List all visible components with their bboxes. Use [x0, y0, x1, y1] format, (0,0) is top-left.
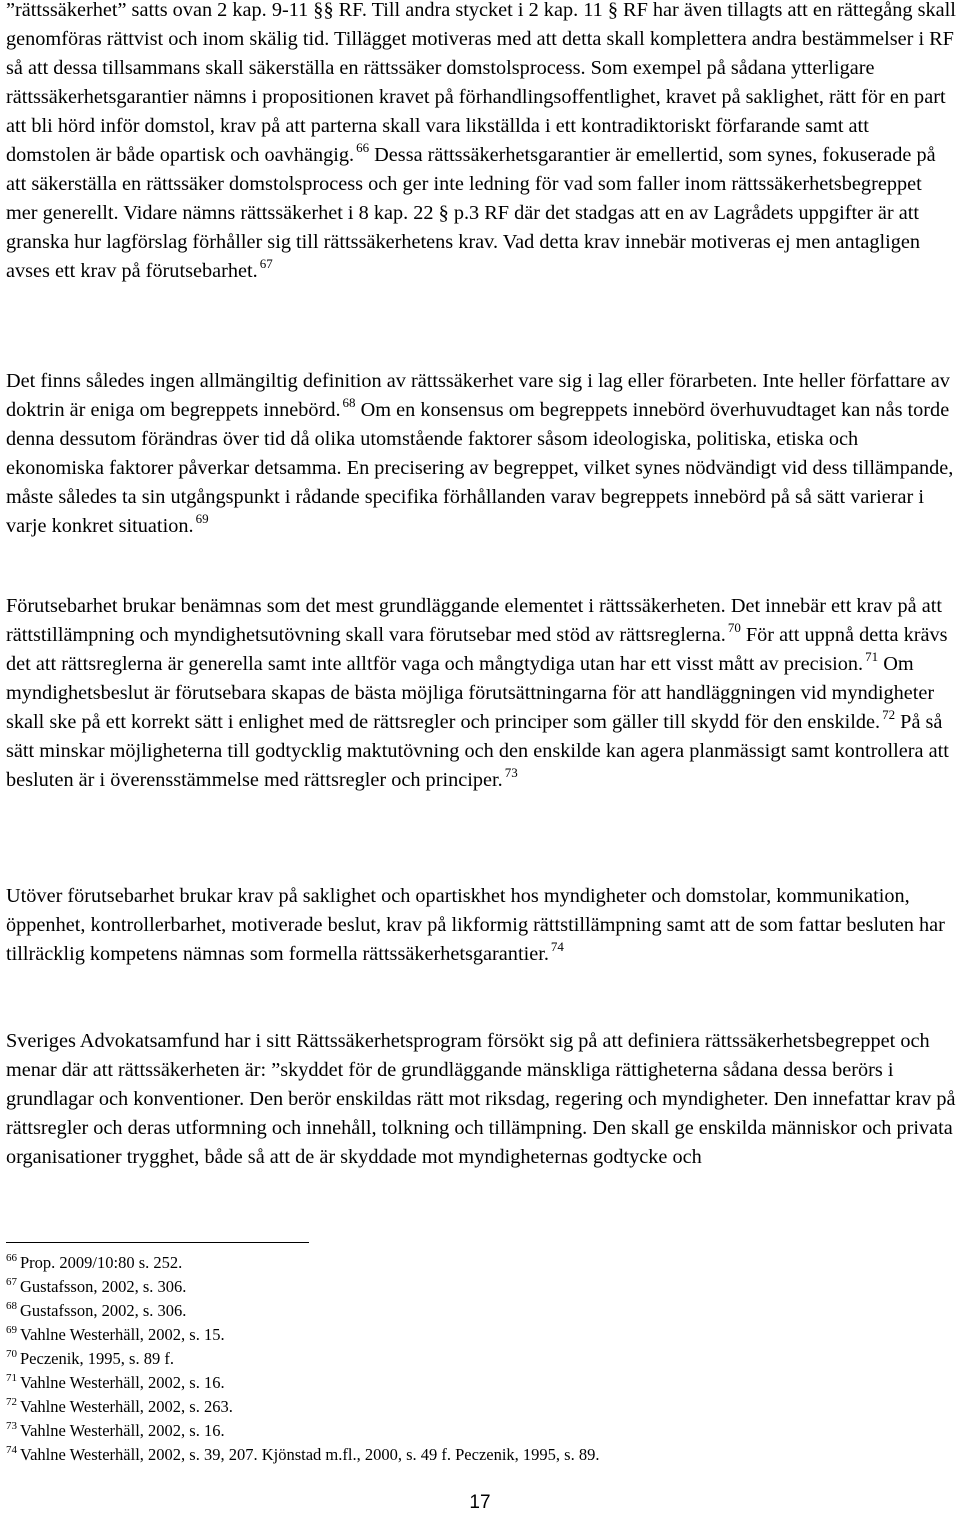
footnote-text: Vahlne Westerhäll, 2002, s. 39, 207. Kjönstad m.fl., 2000, s. 49 f. Peczenik, 1995, s. 89.	[20, 1445, 600, 1464]
footnote-reference[interactable]: 70	[727, 620, 741, 635]
footnote	[6, 1443, 599, 1467]
footnote-text: Vahlne Westerhäll, 2002, s. 15.	[20, 1325, 225, 1344]
footnote	[6, 1419, 599, 1443]
footnote-text: Vahlne Westerhäll, 2002, s. 16.	[20, 1421, 225, 1440]
text-segment: Det finns således ingen allmängiltig definition av rättssäkerhet vare sig i lag eller förarbeten. Inte heller författare av doktrin är eniga om begreppets innebörd.	[6, 370, 950, 421]
text-segment: Sveriges Advokatsamfund har i sitt Rättssäkerhetsprogram försökt sig på att definiera rättssäkerhetsbegreppet och menar där att rättssäkerheten är: ”skyddet för de grundläggande mänskliga rättigheterna sådana dessa berörs i grundlagar och konventioner. Den berör enskildas rätt mot riksdag, regering och myndigheter. Den innefattar krav på rättsregler och deras utformning och innehåll, tolkning och tillämpning. Den skall ge enskilda människor och privata organisationer trygghet, både så att de är skyddade mot myndigheternas godtycke och	[6, 1030, 956, 1168]
footnote-text: Vahlne Westerhäll, 2002, s. 263.	[20, 1397, 233, 1416]
footnote-text: Peczenik, 1995, s. 89 f.	[20, 1349, 174, 1368]
footnote-reference[interactable]: 67	[259, 256, 273, 271]
footnote-number: 72	[6, 1396, 17, 1408]
footnote-text: Gustafsson, 2002, s. 306.	[20, 1301, 187, 1320]
footnote-number: 69	[6, 1324, 17, 1336]
footnote-reference[interactable]: 73	[504, 765, 518, 780]
footnote-reference[interactable]: 71	[865, 649, 879, 664]
footnote-number: 74	[6, 1444, 17, 1456]
paragraph	[6, 1027, 958, 1172]
footnote	[6, 1275, 599, 1299]
text-segment: Dessa rättssäkerhetsgarantier är emellertid, som synes, fokuserade på att säkerställa en rättssäker domstolsprocess och ger inte ledning för vad som faller inom rättssäkerhetsbegreppet mer generellt. Vidare nämns rättssäkerhet i 8 kap. 22 § p.3 RF där det stadgas att en av Lagrådets uppgifter är att granska hur lagförslag förhåller sig till rättssäkerhetens krav. Vad detta krav innebär motiveras ej men antagligen avses ett krav på förutsebarhet.	[6, 144, 936, 282]
text-segment: Utöver förutsebarhet brukar krav på saklighet och opartiskhet hos myndigheter och domstolar, kommunikation, öppenhet, kontrollerbarhet, motiverade beslut, krav på likformig rättstillämpning samt att de som fattar besluten har tillräcklig kompetens nämnas som formella rättssäkerhetsgarantier.	[6, 885, 945, 965]
text-segment: Om en konsensus om begreppets innebörd överhuvudtaget kan nås torde denna dessutom förändras över tid då olika utomstående faktorer såsom ideologiska, politiska, etiska och ekonomiska faktorer påverkar detsamma. En precisering av begreppet, vilket synes nödvändigt vid dess tillämpande, måste således ta sin utgångspunkt i rådande specifika förhållanden varav begreppets innebörd på så sätt varierar i varje konkret situation.	[6, 399, 954, 537]
text-segment: Förutsebarhet brukar benämnas som det mest grundläggande elementet i rättssäkerheten. Det innebär ett krav på att rättstillämpning och myndighetsutövning skall vara förutsebar med stöd av rättsreglerna.	[6, 595, 942, 646]
footnote	[6, 1371, 599, 1395]
footnote-number: 70	[6, 1348, 17, 1360]
footnote	[6, 1251, 599, 1275]
footnote	[6, 1323, 599, 1347]
paragraph	[6, 592, 958, 795]
footnote-number: 66	[6, 1252, 17, 1264]
page-number: 17	[469, 1492, 491, 1513]
footnote-reference[interactable]: 69	[195, 511, 209, 526]
footnote-number: 68	[6, 1300, 17, 1312]
footnote	[6, 1347, 599, 1371]
footnote-reference[interactable]: 68	[342, 395, 356, 410]
text-segment: Om myndighetsbeslut är förutsebara skapas de bästa möjliga förutsättningarna för att handläggningen vid myndigheter skall ske på ett korrekt sätt i enlighet med de rättsregler och principer som gäller till skydd för den enskilde.	[6, 653, 935, 733]
paragraph	[6, 367, 958, 541]
footnote-text: Vahlne Westerhäll, 2002, s. 16.	[20, 1373, 225, 1392]
footnote-number: 71	[6, 1372, 17, 1384]
footnote-number: 73	[6, 1420, 17, 1432]
paragraph	[6, 0, 958, 286]
footnote-reference[interactable]: 72	[882, 707, 896, 722]
footnote-text: Gustafsson, 2002, s. 306.	[20, 1277, 187, 1296]
footnote-number: 67	[6, 1276, 17, 1288]
footnote-list	[6, 1251, 599, 1467]
text-segment: För att uppnå detta krävs det att rättsreglerna är generella samt inte alltför vaga och mångtydiga utan har ett visst mått av precision.	[6, 624, 948, 675]
footnote	[6, 1395, 599, 1419]
footnote-reference[interactable]: 74	[550, 939, 564, 954]
text-segment: ”rättssäkerhet” satts ovan 2 kap. 9-11 §§ RF. Till andra stycket i 2 kap. 11 § RF har även tillagts att en rättegång skall genomföras rättvist och inom skälig tid. Tillägget motiveras med att detta skall komplettera andra bestämmelser i RF så att dessa tillsammans skall säkerställa en rättssäker domstolsprocess. Som exempel på sådana ytterligare rättssäkerhetsgarantier nämns i propositionen kravet på förhandlingsoffentlighet, kravet på saklighet, rätt för en part att bli hörd inför domstol, krav på att parterna skall vara likställda i ett kontradiktoriskt förfarande samt att domstolen är både opartisk och oavhängig.	[6, 0, 956, 166]
footnote	[6, 1299, 599, 1323]
text-segment: På så sätt minskar möjligheterna till godtycklig maktutövning och den enskilde kan agera planmässigt samt kontrollera att besluten är i överensstämmelse med rättsregler och principer.	[6, 711, 949, 791]
footnote-text: Prop. 2009/10:80 s. 252.	[20, 1253, 183, 1272]
footnote-reference[interactable]: 66	[356, 140, 370, 155]
paragraph	[6, 882, 958, 969]
footnote-separator	[6, 1242, 309, 1243]
